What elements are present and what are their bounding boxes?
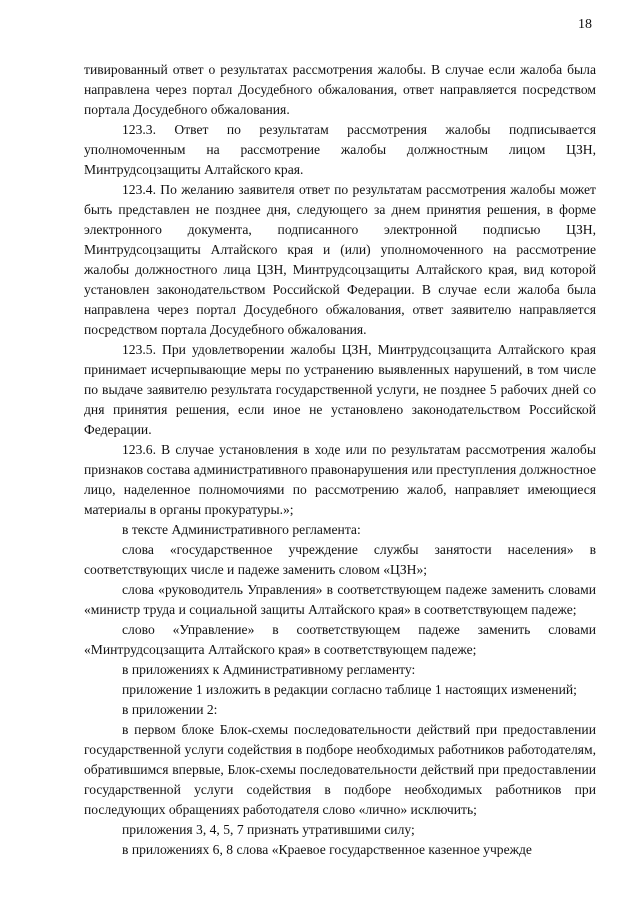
paragraph-appendices-6-8: в приложениях 6, 8 слова «Краевое государственное казенное учрежде	[122, 842, 532, 857]
paragraph-replace-czn: слова «государственное учреждение службы занятости населения» в соответствующих числе и падеже заменить словом «ЦЗН»;	[84, 542, 596, 577]
paragraph-replace-ministry: слово «Управление» в соответствующем падеже заменить словами «Минтрудсоцзащита Алтайского края» в соответствующем падеже;	[84, 622, 596, 657]
paragraph-replace-minister: слова «руководитель Управления» в соответствующем падеже заменить словами «министр труда и социальной защиты Алтайского края» в соответствующем падеже;	[84, 582, 596, 617]
paragraph-appendix-2: в приложении 2:	[122, 702, 218, 717]
paragraph-continuation: тивированный ответ о результатах рассмотрения жалобы. В случае если жалоба была направлена через портал Досудебного обжалования, ответ направляется посредством портала Досудебного обжалования.	[84, 62, 596, 117]
paragraph-appendix-1: приложение 1 изложить в редакции согласно таблице 1 настоящих изменений;	[122, 682, 577, 697]
paragraph-appendices: в приложениях к Административному регламенту:	[122, 662, 416, 677]
paragraph-123-5: 123.5. При удовлетворении жалобы ЦЗН, Минтрудсоцзащита Алтайского края принимает исчерпывающие меры по устранению выявленных нарушений, в том числе по выдаче заявителю результата государственной услуги, не позднее 5 рабочих дней со дня принятия решения, если иное не установлено законодательством Российской Федерации.	[84, 342, 596, 437]
paragraph-123-3: 123.3. Ответ по результатам рассмотрения жалобы подписывается уполномоченным на рассмотрение жалобы должностным лицом ЦЗН, Минтрудсоцзащиты Алтайского края.	[84, 122, 596, 177]
page-number: 18	[578, 17, 592, 32]
document-body	[84, 60, 596, 860]
paragraph-flowchart: в первом блоке Блок-схемы последовательности действий при предоставлении государственной услуги содействия в подборе необходимых работников работодателям, обратившимся впервые, Блок-схемы последовательности действий при предоставлении государственной услуги содействия в подборе необходимых работников при последующих обращениях работодателя слово «лично» исключить;	[84, 722, 596, 817]
paragraph-123-4: 123.4. По желанию заявителя ответ по результатам рассмотрения жалобы может быть представлен не позднее дня, следующего за днем принятия решения, в форме электронного документа, подписанного электронной подписью ЦЗН, Минтрудсоцзащиты Алтайского края и (или) уполномоченного на рассмотрение жалобы должностного лица ЦЗН, Минтрудсоцзащиты Алтайского края, вид которой установлен законодательством Российской Федерации. В случае если жалоба была направлена через портал Досудебного обжалования, ответ заявителю направляется посредством портала Досудебного обжалования.	[84, 182, 596, 337]
paragraph-appendices-void: приложения 3, 4, 5, 7 признать утратившими силу;	[122, 822, 415, 837]
paragraph-regulation-text: в тексте Административного регламента:	[122, 522, 361, 537]
paragraph-123-6: 123.6. В случае установления в ходе или по результатам рассмотрения жалобы признаков состава административного правонарушения или преступления должностное лицо, наделенное полномочиями по рассмотрению жалоб, направляет имеющиеся материалы в органы прокуратуры.»;	[84, 442, 596, 517]
